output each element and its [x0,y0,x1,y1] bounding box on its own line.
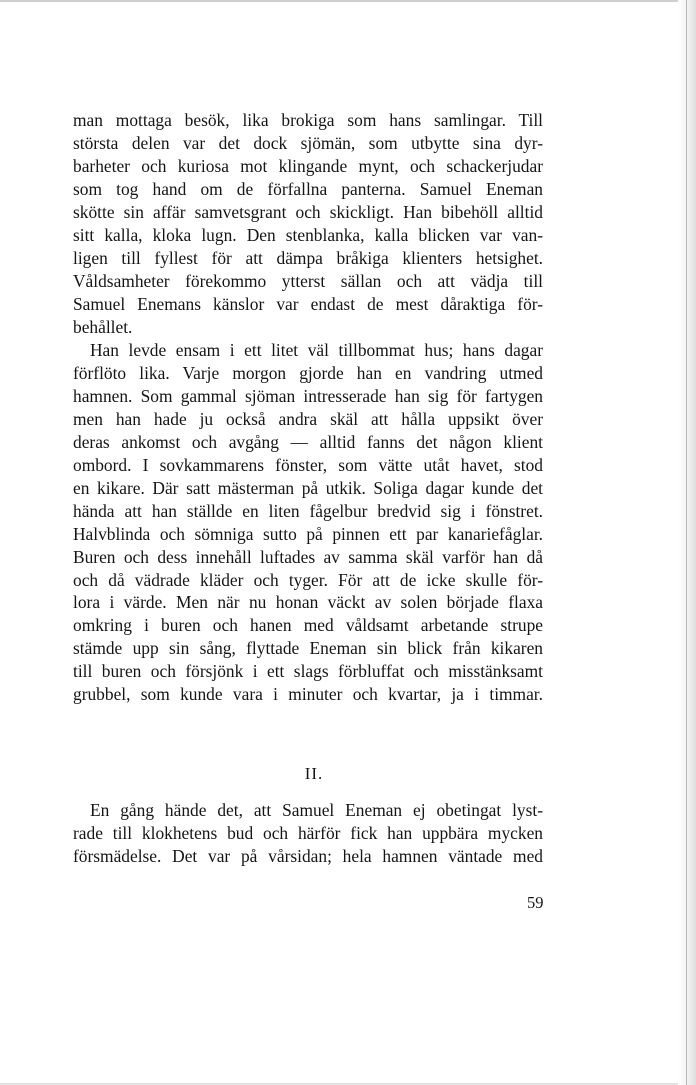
paragraph [73,339,543,706]
text-line: sitt kalla, kloka lugn. Den stenblanka, kalla blicken var van- [73,224,543,245]
paragraph-continued [73,109,543,339]
scan-edge-right [678,0,696,1085]
text-line: ombord. I sovkammarens fönster, som vätte utåt havet, stod [73,454,543,475]
text-line: Våldsamheter förekommo ytterst sällan och att vädja till [73,270,543,291]
text-line: men han hade ju också andra skäl att hålla uppsikt över [73,408,543,429]
text-line: rade till klokhetens bud och härför fick han uppbära mycken [73,822,543,843]
text-line: Halvblinda och sömniga sutto på pinnen ett par kanariefåglar. [73,523,543,544]
text-line: stämde upp sin sång, flyttade Eneman sin blick från kikaren [73,638,543,659]
text-line: man mottaga besök, lika brokiga som hans samlingar. Till [73,110,543,130]
section-heading: II. [304,764,324,783]
text-line: omkring i buren och hanen med våldsamt arbetande strupe [73,615,543,636]
scan-edge-top [0,0,678,2]
text-line: grubbel, som kunde vara i minuter och kvartar, ja i timmar. [73,684,543,705]
text-line: En gång hände det, att Samuel Eneman ej obetingat lyst- [90,800,543,820]
text-line: en kikare. Där satt mästerman på utkik. Soliga dagar kunde det [73,477,543,498]
text-line: ligen till fyllest för att dämpa bråkiga klienters hetsighet. [73,247,543,268]
text-line: deras ankomst och avgång — alltid fanns det någon klient [73,431,543,452]
text-line: som tog hand om de förfallna panterna. Samuel Eneman [73,178,543,199]
text-line: största delen var det dock sjömän, som utbytte sina dyr- [73,132,543,153]
text-line: och då vädrade kläder och tyger. För att de icke skulle för- [73,569,543,590]
text-line: förflöto lika. Varje morgon gjorde han en vandring utmed [73,362,543,383]
text-line: lora i värde. Men när nu honan väckt av solen började flaxa [73,592,543,613]
text-line: Samuel Enemans känslor var endast de mest dåraktiga för- [73,293,543,314]
text-line: barheter och kuriosa mot klingande mynt, och schackerjudar [73,155,543,176]
page-number: 59 [527,893,544,912]
paragraph [73,799,543,868]
text-line: behållet. [73,316,133,337]
text-line: försmädelse. Det var på vårsidan; hela hamnen väntade med [73,845,543,866]
text-line: Han levde ensam i ett litet väl tillbommat hus; hans dagar [90,340,543,360]
text-line: hända att han ställde en liten fågelbur bredvid sig i fönstret. [73,500,543,521]
text-line: Buren och dess innehåll luftades av samma skäl varför han då [73,546,543,567]
text-line: till buren och försjönk i ett slags förbluffat och misstänksamt [73,661,543,682]
text-line: hamnen. Som gammal sjöman intresserade han sig för fartygen [73,385,543,406]
text-line: skötte sin affär samvetsgrant och skickligt. Han bibehöll alltid [73,201,543,222]
